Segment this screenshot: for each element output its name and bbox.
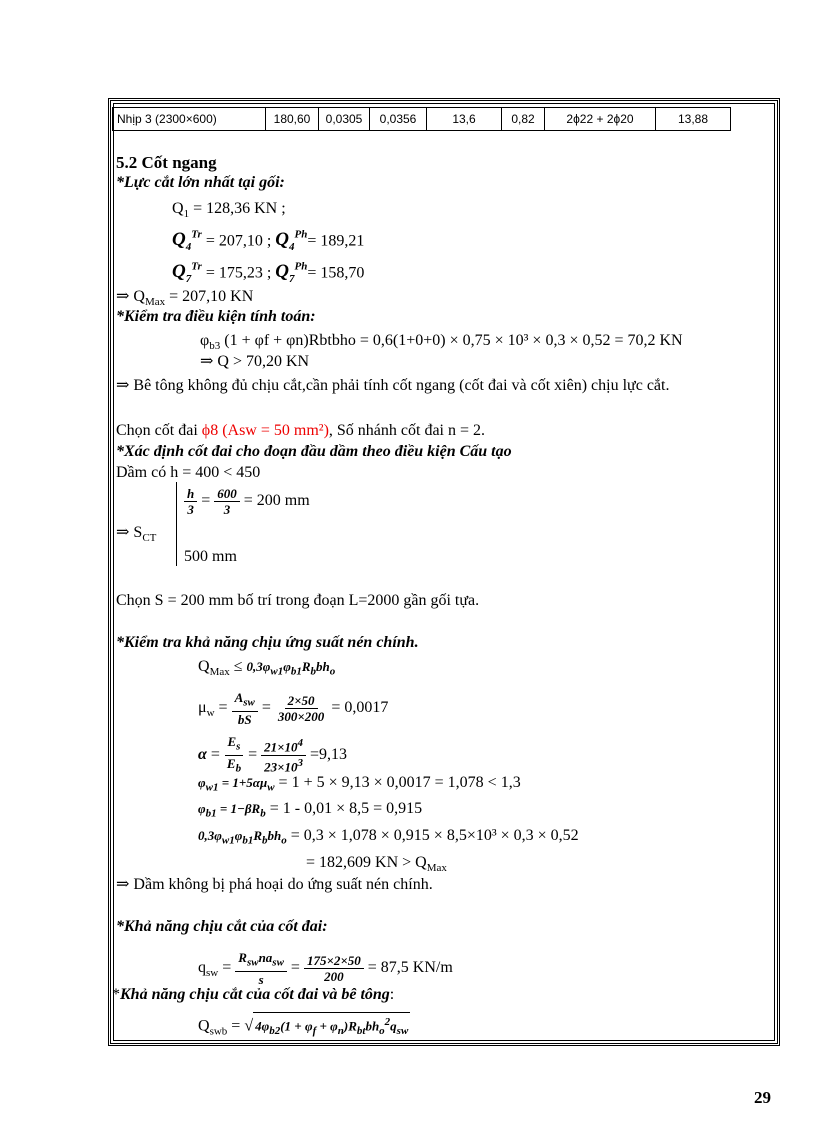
table-cell: 0,0305 [319,108,370,131]
brace-line [176,482,177,566]
qswb-formula: $Q_{swb}$ = √ $4\varphi_{b2}(1 + \varphi_f + \varphi_n)R_{bt}bh_o^2q_{sw}$ [198,1012,410,1041]
subheading-detailing: *Xác định cốt đai cho đoạn đầu dầm theo điều kiện Cấu tạo [116,443,512,460]
concrete-note: ⇒ Bê tông không đủ chịu cắt,cần phải tính cốt ngang (cốt đai và cốt xiên) chịu lực cắt. [116,377,670,394]
beam-height: Dầm có h = 400 < 450 [116,464,261,481]
mu-formula: $\mu_w$ = $\frac{A_{sw}}{bS}$ = $\frac{2\times 50}{300\times 200}$ = 0,0017 [198,690,389,727]
capacity-result: = 182,609 KN > $Q_{Max}$ [306,854,447,875]
compression-conclusion: ⇒ Dầm không bị phá hoại do ứng suất nén chính. [116,876,433,893]
q1-value: $Q_1 = 128,36$ KN ; [172,200,286,221]
spacing-choice: Chọn S = 200 mm bố trí trong đoạn L=2000 gần gối tựa. [116,592,480,609]
subheading-compression: *Kiểm tra khả năng chịu ứng suất nén chính. [116,634,419,651]
qmax-check: $Q_{Max} \le 0,3\varphi_{w1}\varphi_{b1}R_bbh_o$ [198,658,336,679]
phi-w1-formula: $\varphi_{w1} = 1+5\alpha\mu_w = 1 + 5 \times 9,13 \times 0,0017 = 1,078 < 1,3$ [198,774,521,794]
table-cell: 2ϕ22 + 2ϕ20 [545,108,656,131]
stirrup-choice: Chọn cốt đai ϕ8 (Asw = 50 mm²), Số nhánh cốt đai n = 2. [116,422,486,439]
phi-b1-formula: $\varphi_{b1} = 1-\beta R_b = 1 - 0,01 \times 8,5 = 0,915$ [198,800,423,820]
table-cell: 180,60 [266,108,319,131]
sct-max: 500 mm [184,548,237,565]
subheading-check: *Kiểm tra điều kiện tính toán: [116,308,316,325]
q7-values: $Q_7^{Tr} = 175,23$ ; $Q_7^{Ph}= 158,70$ [172,261,365,286]
qsw-formula: $q_{sw}$ = $\frac{R_{sw}na_{sw}}{s}$ = $\frac{175\times 2\times 50}{200}$ = 87,5 KN/m [198,950,453,987]
sct-formula: $\frac{h}{3}$ = $\frac{600}{3}$ = 200 mm [184,486,310,517]
alpha-formula: α = $\frac{E_s}{E_b}$ = $\frac{21\times 10^4}{23\times 10^3}$ =9,13 [198,734,348,775]
page-number: 29 [754,1088,771,1107]
reinforcement-table-row [112,107,731,131]
condition-result: ⇒ Q > 70,20 KN [200,353,310,370]
qmax-line: ⇒ $Q_{Max} = 207,10$ KN [116,288,254,309]
table-cell: 0,82 [502,108,545,131]
subheading-shear: *Lực cắt lớn nhất tại gối: [116,174,285,191]
subheading-stirrup-capacity: *Khả năng chịu cắt của cốt đai: [116,918,328,935]
table-cell: 13,88 [656,108,731,131]
sct-label: ⇒ $S_{CT}$ [116,524,157,545]
table-cell: Nhịp 3 (2300×600) [113,108,266,131]
table-cell: 0,0356 [370,108,427,131]
table-cell: 13,6 [427,108,502,131]
capacity-formula: $0,3\varphi_{w1}\varphi_{b1}R_bbh_o = 0,3 \times 1,078 \times 0,915 \times 8,5\times 10^3 \times 0,3 \times 0,52$ [198,827,579,847]
condition-formula: $\varphi_{b3}$ (1 + φf + φn)Rbtbho = 0,6(1+0+0) × 0,75 × 10³ × 0,3 × 0,52 = 70,2 KN [200,332,683,353]
q4-values: $Q_4^{Tr} = 207,10$ ; $Q_4^{Ph}= 189,21$ [172,229,365,254]
subheading-combined-capacity: *Khả năng chịu cắt của cốt đai và bê tông: [112,986,395,1003]
section-heading: 5.2 Cốt ngang [116,153,217,172]
